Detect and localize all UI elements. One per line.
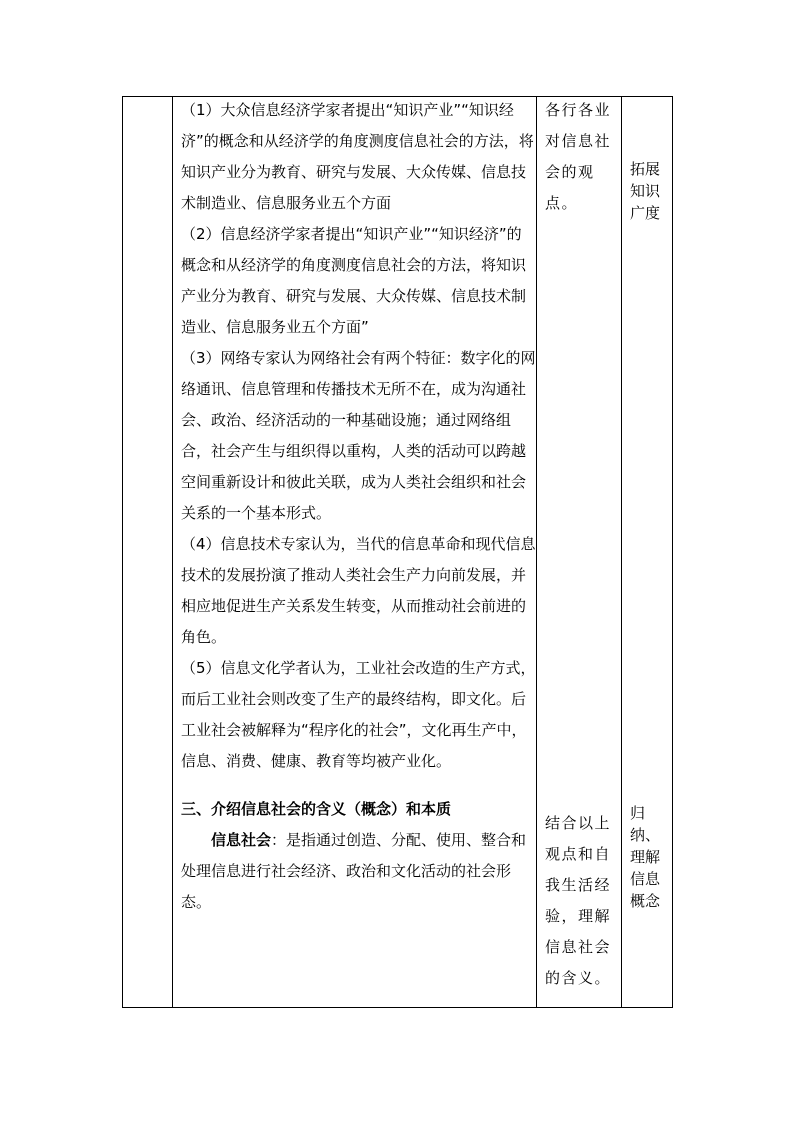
- perspective-item-2: （2）信息经济学家者提出“知识产业”“知识经济”的概念和从经济学的角度测度信息社会的方法，将知识产业分为教育、研究与发展、大众传媒、信息技术制造业、信息服务业五个方面”: [181, 225, 527, 336]
- column-divider-1: [172, 97, 173, 1007]
- perspective-item-3: （3）网络专家认为网络社会有两个特征：数字化的网络通讯、信息管理和传播技术无所不在，成为沟通社会、政治、经济活动的一种基础设施；通过网络组合，社会产生与组织得以重构，人类的活动可以跨越空间重新设计和彼此关联，成为人类社会组织和社会关系的一个基本形式。: [181, 349, 536, 522]
- definition-term: 信息社会: [211, 831, 272, 849]
- teaching-content-cell: [177, 97, 536, 918]
- design-purpose-cell-1: 拓展知识广度: [630, 160, 661, 222]
- student-activity-cell-2: 结合以上观点和自我生活经验，理解信息社会的含义。: [545, 814, 612, 987]
- perspective-item-1: （1）大众信息经济学家者提出“知识产业”“知识经济”的概念和从经济学的角度测度信息社会的方法，将知识产业分为教育、研究与发展、大众传媒、信息技术制造业、信息服务业五个方面: [181, 101, 534, 212]
- definition-colon: ：: [271, 831, 287, 849]
- student-activity-cell-1: 各行各业对信息社会的观点。: [545, 101, 612, 212]
- perspective-item-4: （4）信息技术专家认为，当代的信息革命和现代信息技术的发展扮演了推动人类社会生产力向前发展，并相应地促进生产关系发生转变，从而推动社会前进的角色。: [181, 535, 536, 646]
- column-divider-2: [536, 97, 537, 1007]
- lesson-table: [122, 96, 673, 1008]
- definition-text: 是指通过创造、分配、使用、整合和处理信息进行社会经济、政治和文化活动的社会形态。: [181, 831, 527, 911]
- definition-paragraph: [181, 825, 536, 918]
- section-heading: 三、介绍信息社会的含义（概念）和本质: [181, 800, 452, 818]
- perspective-item-5: （5）信息文化学者认为，工业社会改造的生产方式，而后工业社会则改变了生产的最终结构，即文化。后工业社会被解释为“程序化的社会”，文化再生产中，信息、消费、健康、教育等均被产业化。: [181, 659, 536, 770]
- design-purpose-cell-2: 归纳、理解信息概念: [630, 804, 661, 910]
